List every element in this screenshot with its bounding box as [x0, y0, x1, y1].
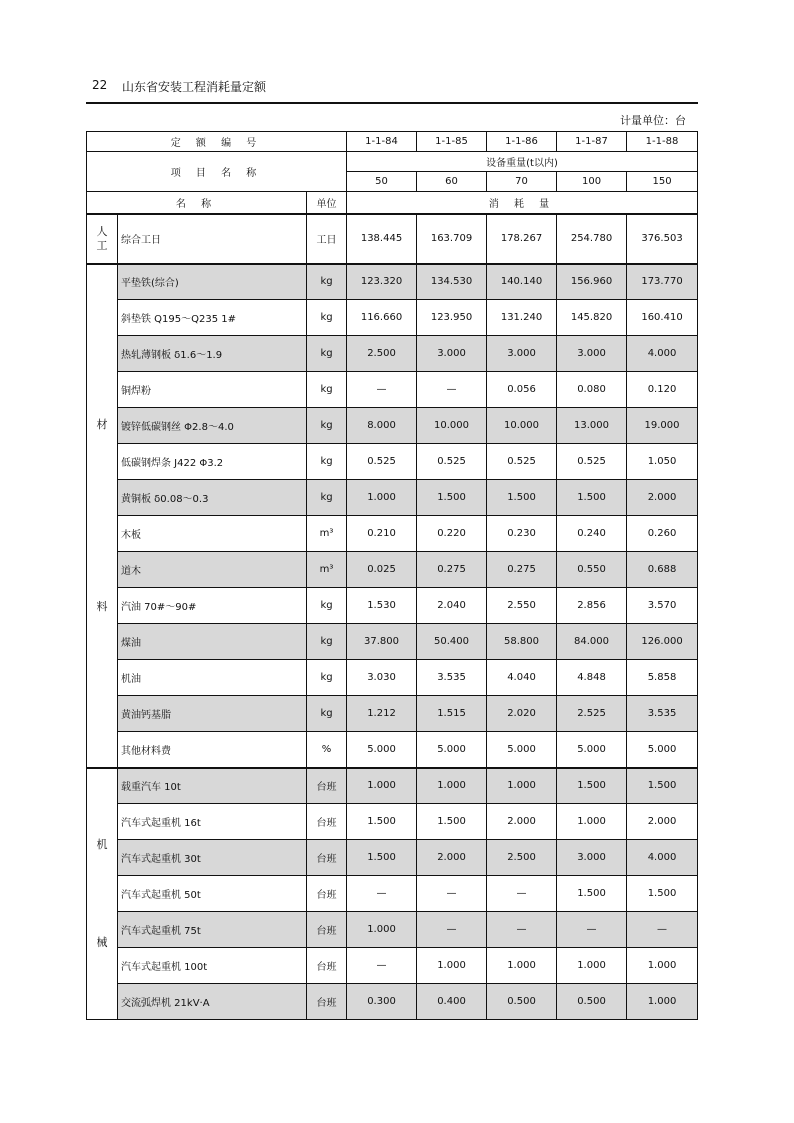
consumption-value: 3.030 [347, 660, 417, 696]
consumption-value: 3.000 [487, 336, 557, 372]
quota-code: 1-1-85 [417, 132, 487, 152]
table-row [87, 732, 698, 768]
consumption-value: 1.000 [627, 948, 698, 984]
consumption-value: 1.000 [347, 480, 417, 516]
consumption-value: 0.525 [557, 444, 627, 480]
page-number: 22 [92, 78, 108, 92]
consumption-value: 0.525 [487, 444, 557, 480]
table-row [87, 804, 698, 840]
consumption-value: 131.240 [487, 300, 557, 336]
item-unit: kg [307, 408, 347, 444]
quota-code: 1-1-88 [627, 132, 698, 152]
consumption-value: — [347, 876, 417, 912]
item-name: 道木 [118, 552, 307, 588]
consumption-value: 2.525 [557, 696, 627, 732]
param-value: 150 [627, 172, 698, 192]
consumption-value: 138.445 [347, 214, 417, 264]
consumption-value: 1.500 [347, 804, 417, 840]
item-unit: 台班 [307, 912, 347, 948]
consumption-value: 1.500 [557, 876, 627, 912]
consumption-value: 2.020 [487, 696, 557, 732]
consumption-value: — [417, 876, 487, 912]
consumption-value: 1.000 [627, 984, 698, 1020]
consumption-value: 178.267 [487, 214, 557, 264]
item-unit: kg [307, 372, 347, 408]
param-value: 60 [417, 172, 487, 192]
consumption-value: 2.500 [487, 840, 557, 876]
item-name: 汽车式起重机 75t [118, 912, 307, 948]
param-value: 70 [487, 172, 557, 192]
consumption-value: 19.000 [627, 408, 698, 444]
consumption-value: 1.500 [417, 480, 487, 516]
item-unit: kg [307, 300, 347, 336]
consumption-value: 2.000 [487, 804, 557, 840]
consumption-value: 1.000 [557, 804, 627, 840]
category-char: 人 [96, 224, 108, 238]
consumption-value: 3.535 [417, 660, 487, 696]
consumption-value: 10.000 [417, 408, 487, 444]
column-header-row [87, 192, 698, 214]
item-name: 镀锌低碳钢丝 Φ2.8～4.0 [118, 408, 307, 444]
param-header-row [87, 152, 698, 172]
consumption-value: 126.000 [627, 624, 698, 660]
item-unit: m³ [307, 516, 347, 552]
table-row [87, 480, 698, 516]
table-row [87, 264, 698, 300]
consumption-value: 0.400 [417, 984, 487, 1020]
item-name: 机油 [118, 660, 307, 696]
consumption-value: 1.000 [487, 768, 557, 804]
name-column-header: 名 称 [87, 192, 307, 214]
consumption-value: 5.000 [487, 732, 557, 768]
item-unit: kg [307, 264, 347, 300]
consumption-value: 3.000 [557, 336, 627, 372]
item-unit: kg [307, 588, 347, 624]
category-char: 工 [96, 238, 108, 252]
consumption-value: 4.040 [487, 660, 557, 696]
consumption-value: 8.000 [347, 408, 417, 444]
page-header [86, 72, 698, 104]
consumption-value: 0.120 [627, 372, 698, 408]
consumption-value: 5.858 [627, 660, 698, 696]
item-name: 低碳钢焊条 J422 Φ3.2 [118, 444, 307, 480]
table-row [87, 948, 698, 984]
consumption-value: 0.080 [557, 372, 627, 408]
consumption-value: 84.000 [557, 624, 627, 660]
item-name: 汽车式起重机 30t [118, 840, 307, 876]
consumption-value: 1.000 [417, 948, 487, 984]
quota-code: 1-1-87 [557, 132, 627, 152]
table-row [87, 336, 698, 372]
item-unit: 台班 [307, 876, 347, 912]
consumption-value: 0.210 [347, 516, 417, 552]
item-name: 汽车式起重机 16t [118, 804, 307, 840]
consumption-value: 5.000 [557, 732, 627, 768]
table-row [87, 588, 698, 624]
consumption-value: 0.550 [557, 552, 627, 588]
consumption-value: 2.000 [627, 480, 698, 516]
consumption-value: 134.530 [417, 264, 487, 300]
quota-code-label: 定 额 编 号 [87, 132, 347, 152]
item-name: 汽车式起重机 50t [118, 876, 307, 912]
item-name: 交流弧焊机 21kV·A [118, 984, 307, 1020]
item-name: 煤油 [118, 624, 307, 660]
quota-code-row [87, 132, 698, 152]
consumption-value: — [417, 912, 487, 948]
table-row [87, 552, 698, 588]
consumption-value: 10.000 [487, 408, 557, 444]
consumption-value: 1.500 [627, 876, 698, 912]
consumption-value: 2.550 [487, 588, 557, 624]
consumption-value: 0.525 [347, 444, 417, 480]
table-row [87, 912, 698, 948]
consumption-value: 0.500 [557, 984, 627, 1020]
item-unit: kg [307, 480, 347, 516]
consumption-value: 3.000 [557, 840, 627, 876]
param-label: 设备重量(t以内) [347, 152, 698, 172]
table-row [87, 624, 698, 660]
unit-column-header: 单位 [307, 192, 347, 214]
item-unit: m³ [307, 552, 347, 588]
consumption-value: 4.000 [627, 336, 698, 372]
item-name: 木板 [118, 516, 307, 552]
consumption-value: 1.530 [347, 588, 417, 624]
category-cell [87, 264, 118, 768]
consumption-value: 0.500 [487, 984, 557, 1020]
item-name: 黄油钙基脂 [118, 696, 307, 732]
consumption-value: 13.000 [557, 408, 627, 444]
consumption-value: 1.500 [557, 768, 627, 804]
consumption-value: 0.275 [487, 552, 557, 588]
item-unit: kg [307, 444, 347, 480]
item-unit: % [307, 732, 347, 768]
consumption-value: 1.000 [487, 948, 557, 984]
item-unit: kg [307, 624, 347, 660]
consumption-value: 0.260 [627, 516, 698, 552]
consumption-value: 140.140 [487, 264, 557, 300]
item-name: 汽车式起重机 100t [118, 948, 307, 984]
consumption-value: 0.025 [347, 552, 417, 588]
item-name: 铜焊粉 [118, 372, 307, 408]
table-row [87, 516, 698, 552]
consumption-value: 0.275 [417, 552, 487, 588]
consumption-value: 0.300 [347, 984, 417, 1020]
table-row [87, 876, 698, 912]
item-name: 其他材料费 [118, 732, 307, 768]
item-unit: 工日 [307, 214, 347, 264]
consumption-value: 0.240 [557, 516, 627, 552]
table-row [87, 768, 698, 804]
item-unit: kg [307, 660, 347, 696]
item-unit: 台班 [307, 984, 347, 1020]
consumption-value: 58.800 [487, 624, 557, 660]
consumption-value: 1.000 [347, 912, 417, 948]
consumption-value: — [627, 912, 698, 948]
quota-table [86, 131, 698, 1020]
consumption-value: 123.950 [417, 300, 487, 336]
table-row [87, 214, 698, 264]
table-row [87, 660, 698, 696]
table-row [87, 984, 698, 1020]
consumption-value: 376.503 [627, 214, 698, 264]
consumption-value: 1.000 [557, 948, 627, 984]
consumption-value: 37.800 [347, 624, 417, 660]
item-unit: kg [307, 696, 347, 732]
item-unit: 台班 [307, 948, 347, 984]
consumption-value: 1.515 [417, 696, 487, 732]
table-row [87, 840, 698, 876]
consumption-value: 254.780 [557, 214, 627, 264]
table-row [87, 300, 698, 336]
consumption-value: 50.400 [417, 624, 487, 660]
consumption-value: 116.660 [347, 300, 417, 336]
consumption-value: 163.709 [417, 214, 487, 264]
consumption-value: 3.570 [627, 588, 698, 624]
item-name: 汽油 70#～90# [118, 588, 307, 624]
consumption-value: 0.220 [417, 516, 487, 552]
consumption-value: 2.856 [557, 588, 627, 624]
item-name: 黄铜板 δ0.08～0.3 [118, 480, 307, 516]
consumption-value: 156.960 [557, 264, 627, 300]
book-title: 山东省安装工程消耗量定额 [122, 80, 267, 94]
consumption-value: 2.000 [417, 840, 487, 876]
consumption-value: 1.050 [627, 444, 698, 480]
consumption-value: 173.770 [627, 264, 698, 300]
consumption-value: 1.500 [627, 768, 698, 804]
consumption-header: 消 耗 量 [347, 192, 698, 214]
table-row [87, 444, 698, 480]
category-char: 料 [96, 599, 108, 613]
consumption-value: — [487, 912, 557, 948]
consumption-value: 5.000 [417, 732, 487, 768]
consumption-value: — [347, 372, 417, 408]
consumption-value: — [487, 876, 557, 912]
consumption-value: 2.040 [417, 588, 487, 624]
table-row [87, 372, 698, 408]
table-row [87, 408, 698, 444]
consumption-value: — [417, 372, 487, 408]
consumption-value: 4.848 [557, 660, 627, 696]
item-name: 载重汽车 10t [118, 768, 307, 804]
item-name-label: 项 目 名 称 [87, 152, 347, 192]
consumption-value: 145.820 [557, 300, 627, 336]
consumption-value: 1.000 [347, 768, 417, 804]
consumption-value: 0.525 [417, 444, 487, 480]
category-char: 械 [96, 935, 108, 949]
quota-code: 1-1-84 [347, 132, 417, 152]
item-name: 综合工日 [118, 214, 307, 264]
consumption-value: 1.500 [557, 480, 627, 516]
consumption-value: 4.000 [627, 840, 698, 876]
consumption-value: 0.056 [487, 372, 557, 408]
consumption-value: 1.500 [347, 840, 417, 876]
category-cell [87, 214, 118, 264]
consumption-value: 2.000 [627, 804, 698, 840]
category-char: 材 [96, 417, 108, 431]
item-unit: 台班 [307, 840, 347, 876]
consumption-value: — [347, 948, 417, 984]
consumption-value: 1.500 [417, 804, 487, 840]
consumption-value: 0.230 [487, 516, 557, 552]
consumption-value: 1.500 [487, 480, 557, 516]
consumption-value: 2.500 [347, 336, 417, 372]
consumption-value: — [557, 912, 627, 948]
consumption-value: 160.410 [627, 300, 698, 336]
item-name: 热轧薄钢板 δ1.6～1.9 [118, 336, 307, 372]
consumption-value: 123.320 [347, 264, 417, 300]
consumption-value: 3.535 [627, 696, 698, 732]
consumption-value: 5.000 [347, 732, 417, 768]
consumption-value: 1.000 [417, 768, 487, 804]
item-name: 斜垫铁 Q195～Q235 1# [118, 300, 307, 336]
param-value: 50 [347, 172, 417, 192]
unit-note: 计量单位：台 [620, 114, 686, 127]
item-unit: 台班 [307, 804, 347, 840]
consumption-value: 0.688 [627, 552, 698, 588]
category-char: 机 [96, 838, 108, 851]
table-row [87, 696, 698, 732]
consumption-value: 3.000 [417, 336, 487, 372]
item-name: 平垫铁(综合) [118, 264, 307, 300]
param-value: 100 [557, 172, 627, 192]
consumption-value: 1.212 [347, 696, 417, 732]
category-cell [87, 768, 118, 1020]
item-unit: kg [307, 336, 347, 372]
consumption-value: 5.000 [627, 732, 698, 768]
item-unit: 台班 [307, 768, 347, 804]
quota-code: 1-1-86 [487, 132, 557, 152]
